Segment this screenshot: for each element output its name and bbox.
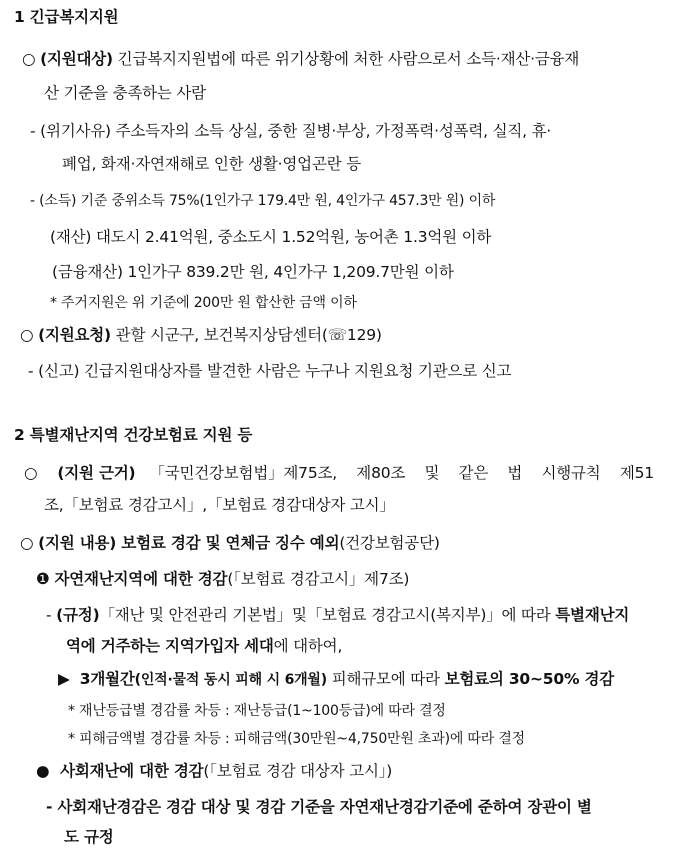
natural-disaster-label: 자연재난지역에 대한 경감	[54, 570, 228, 588]
reduction-rate: 보험료의 30~50% 경감	[444, 670, 615, 688]
reduction-period: 3개월간	[79, 670, 135, 688]
support-request-label: (지원요청)	[38, 326, 111, 344]
circle-bullet-icon: ○	[24, 464, 38, 482]
report-line: - (신고) 긴급지원대상자를 발견한 사람은 누구나 지원요청 기관으로 신고	[28, 362, 512, 380]
social-detail-line1: - 사회재난경감은 경감 대상 및 경감 기준을 자연재난경감기준에 준하여 장관이 별	[46, 798, 592, 816]
crisis-reason-line2: 폐업, 화재·자연재해로 인한 생활·영업곤란 등	[62, 155, 362, 173]
support-basis-item	[24, 462, 654, 484]
number-one-icon: ❶	[36, 570, 50, 588]
section-2-heading: 2 특별재난지역 건강보험료 지원 등	[14, 426, 253, 444]
support-request-item	[20, 324, 382, 346]
support-basis-text-cont: 조,「보험료 경감고시」,「보험료 경감대상자 고시」	[44, 496, 395, 514]
rule-text: 「재난 및 안전관리 기본법」및「보험료 경감고시(복지부)」에 따라	[99, 606, 556, 624]
triangle-right-icon: ▶	[58, 670, 70, 688]
support-content-label: (지원 내용) 보험료 경감 및 연체금 징수 예외	[38, 534, 340, 552]
basis-word: 및	[424, 464, 440, 482]
reduction-mid: 피해규모에 따라	[326, 670, 445, 688]
basis-word: 제80조	[356, 464, 406, 482]
support-request-text: 관할 시군구, 보건복지상담센터(☏129)	[110, 326, 382, 344]
support-target-text: 긴급복지지원법에 따른 위기상황에 처한 사람으로서 소득·재산·금융재	[112, 50, 580, 68]
support-target-item	[22, 48, 579, 70]
basis-word: 시행규칙	[541, 464, 601, 482]
support-basis-text	[149, 462, 654, 484]
basis-word: 법	[507, 464, 523, 482]
rule-bold-text-cont: 역에 거주하는 지역가입자 세대	[66, 637, 274, 655]
grade-note: * 재난등급별 경감률 차등 : 재난등급(1~100등급)에 따라 결정	[68, 703, 446, 719]
rule-label: (규정)	[56, 606, 100, 624]
social-detail-line2: 도 규정	[64, 828, 114, 846]
rule-line2	[66, 635, 342, 657]
support-basis-label: (지원 근거)	[57, 464, 136, 482]
natural-disaster-suffix: (「보험료 경감고시」제7조)	[227, 570, 410, 588]
financial-criteria: (금융재산) 1인가구 839.2만 원, 4인가구 1,209.7만원 이하	[52, 263, 454, 281]
circle-bullet-icon: ○	[20, 326, 34, 344]
social-disaster-label: 사회재난에 대한 경감	[60, 762, 204, 780]
circle-bullet-icon: ○	[22, 50, 36, 68]
rule-tail: 에 대하여,	[273, 637, 343, 655]
support-content-item	[20, 532, 440, 554]
dash-bullet: -	[46, 606, 52, 624]
support-target-text-cont: 산 기준을 충족하는 사람	[44, 84, 206, 102]
natural-disaster-item	[36, 568, 409, 590]
basis-word: 「국민건강보험법」제75조,	[149, 464, 337, 482]
section-1-heading: 1 긴급복지지원	[14, 8, 119, 26]
reduction-period-note: (인적·물적 동시 피해 시 6개월)	[134, 672, 327, 688]
circle-bullet-icon: ○	[20, 534, 34, 552]
reduction-line	[58, 668, 614, 691]
crisis-reason-line1: - (위기사유) 주소득자의 소득 상실, 중한 질병·부상, 가정폭력·성폭력, 실직, 휴·	[30, 122, 552, 140]
social-disaster-suffix: (「보험료 경감 대상자 고시」)	[203, 762, 393, 780]
income-criteria: - (소득) 기준 중위소득 75%(1인가구 179.4만 원, 4인가구 457.3만 원) 이하	[30, 193, 496, 209]
filled-circle-icon: ●	[36, 762, 50, 780]
rule-bold-text: 특별재난지	[555, 606, 630, 624]
amount-note: * 피해금액별 경감률 차등 : 피해금액(30만원~4,750만원 초과)에 따라 결정	[68, 731, 525, 747]
support-target-label: (지원대상)	[40, 50, 113, 68]
rule-line1	[46, 604, 629, 626]
social-disaster-item	[36, 760, 392, 782]
support-content-suffix: (건강보험공단)	[339, 534, 440, 552]
housing-note: * 주거지원은 위 기준에 200만 원 합산한 금액 이하	[50, 295, 357, 311]
basis-word: 제51	[619, 464, 654, 482]
basis-word: 같은	[458, 464, 489, 482]
property-criteria: (재산) 대도시 2.41억원, 중소도시 1.52억원, 농어촌 1.3억원 이하	[50, 228, 492, 246]
